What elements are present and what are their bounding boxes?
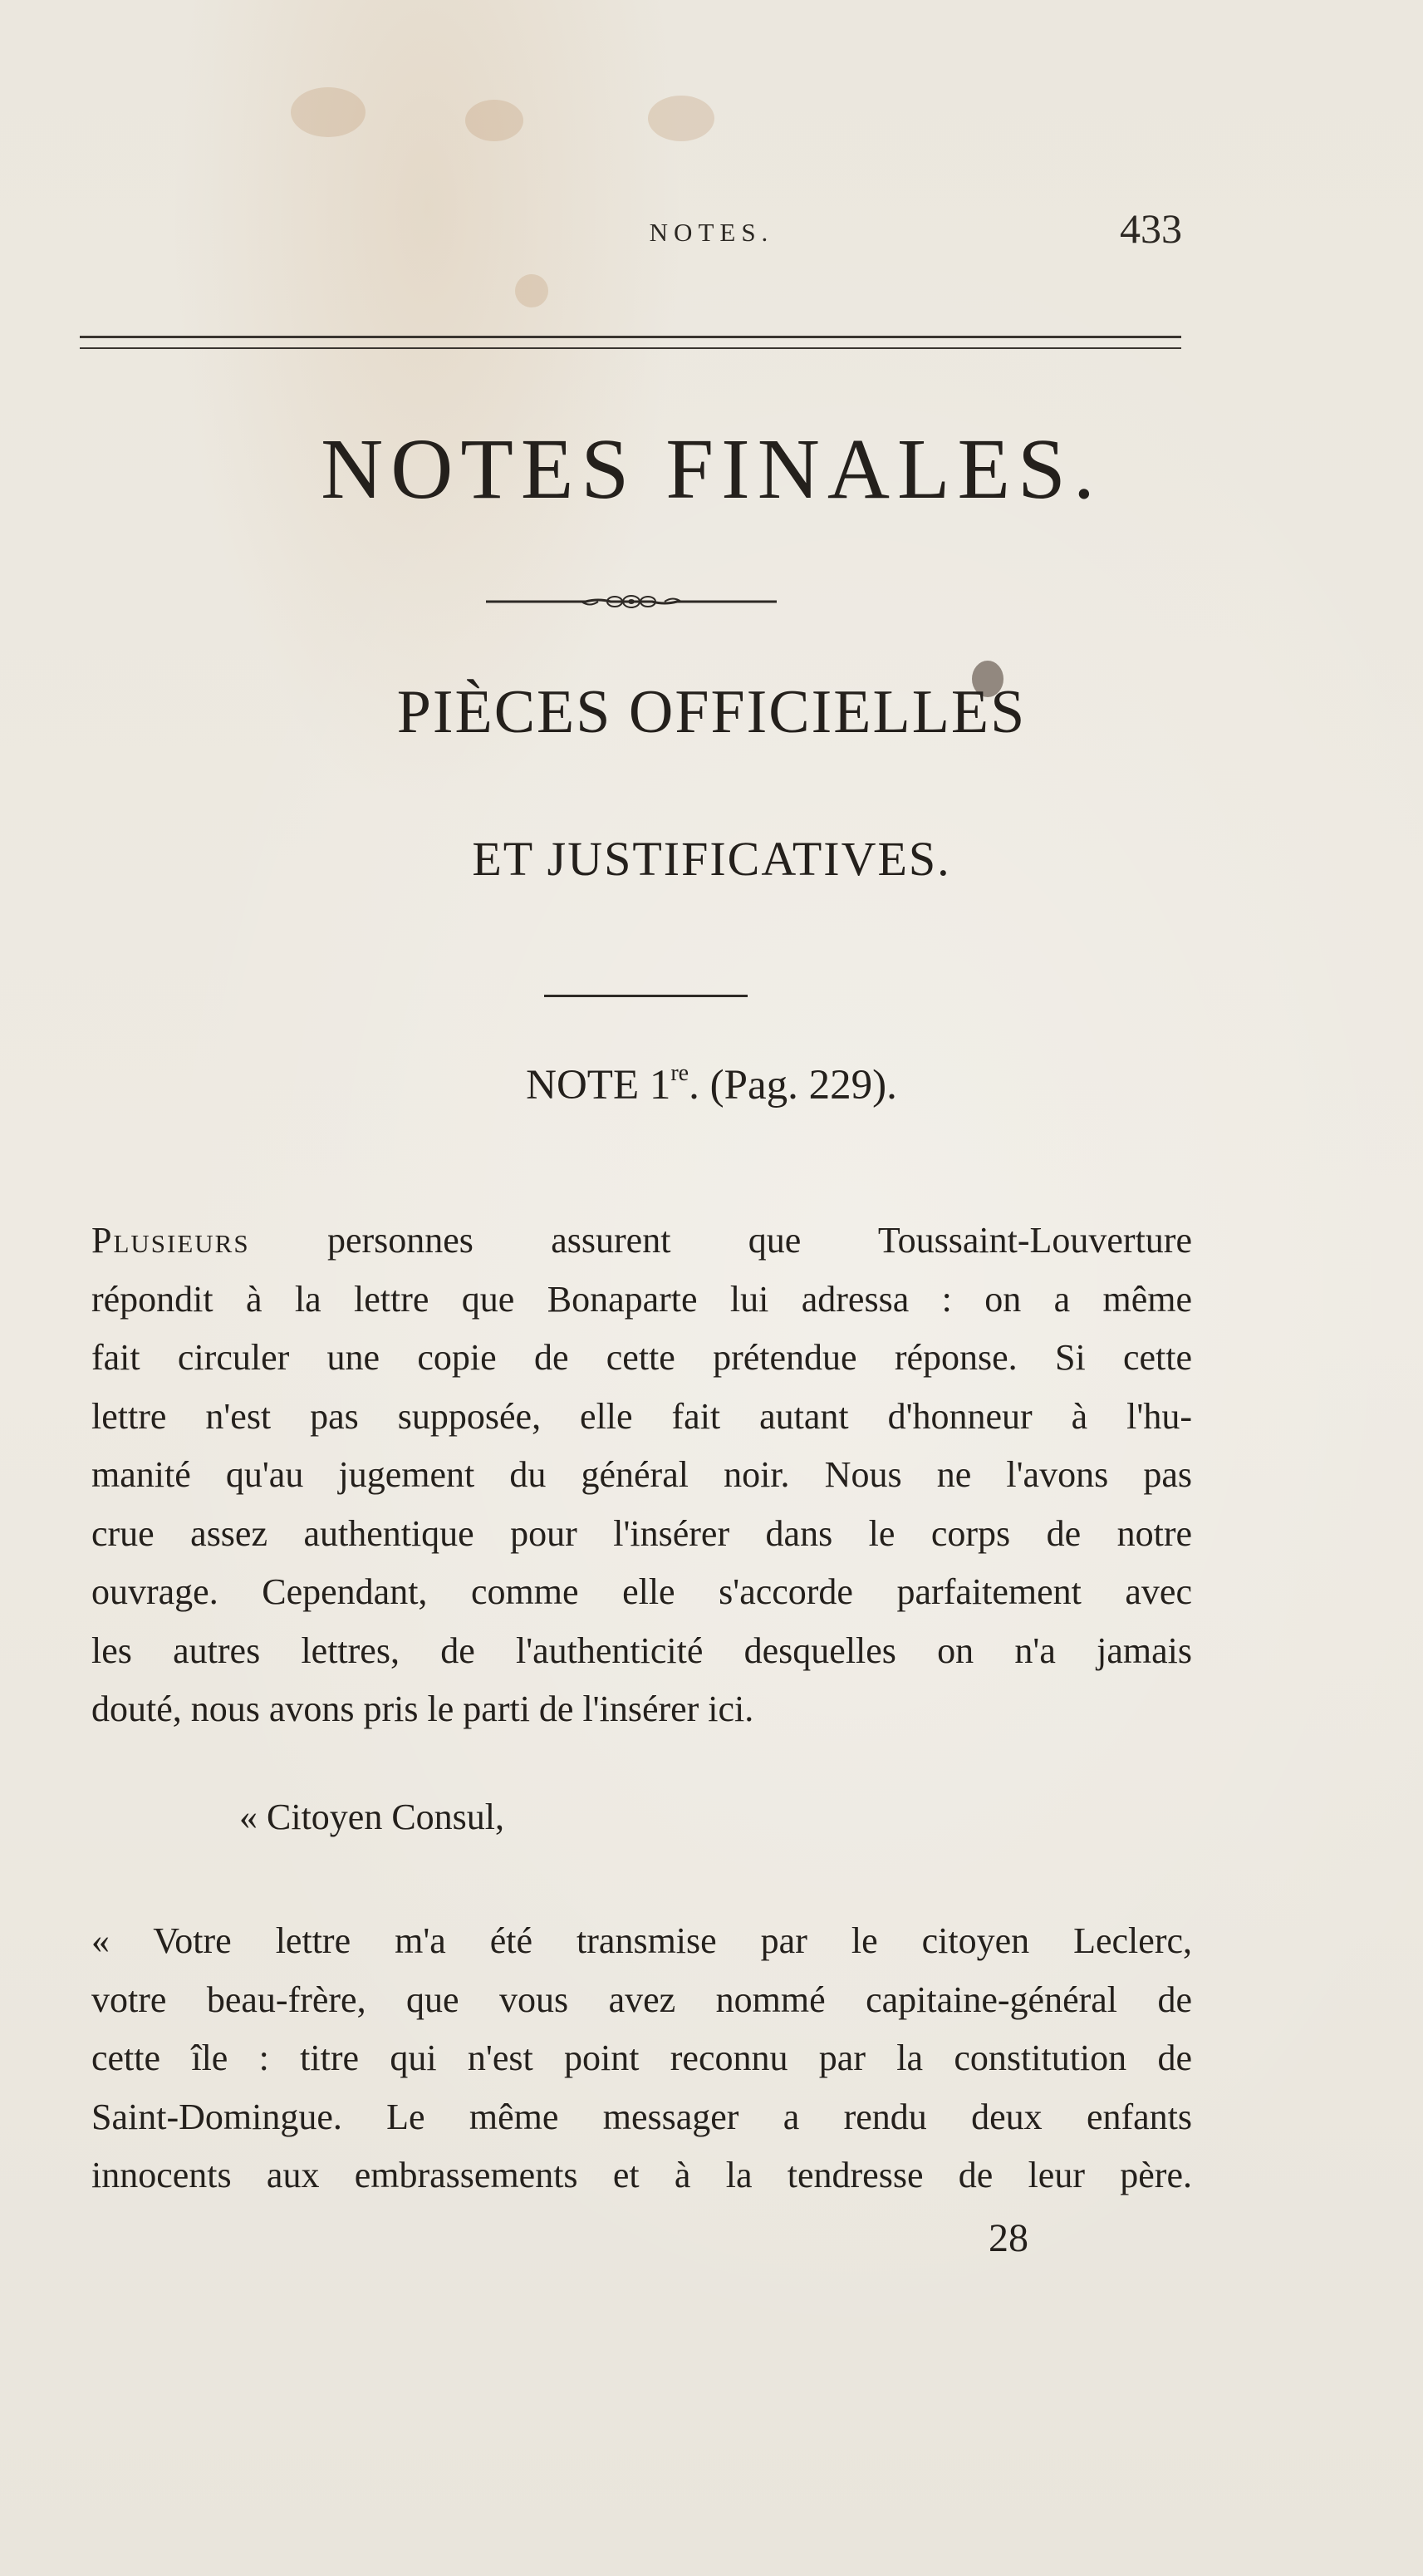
paragraph-line: les autres lettres, de l'authenticité desquelles on n'a jamais <box>91 1630 1192 1671</box>
paragraph-line: cette île : titre qui n'est point reconnu par la constitution de <box>91 2038 1192 2078</box>
subtitle-line-1: PIÈCES OFFICIELLES <box>396 678 1027 746</box>
ornament-divider <box>486 592 777 612</box>
section-rule <box>544 995 748 997</box>
foxing-stain <box>465 100 523 141</box>
note-number: 1 <box>649 1062 671 1109</box>
foxing-stain <box>648 96 714 141</box>
paragraph-line: Saint-Domingue. Le même messager a rendu deux enfants <box>91 2096 1192 2137</box>
paragraph-line: ouvrage. Cependant, comme elle s'accorde parfaitement avec <box>91 1571 1192 1612</box>
signature-mark: 28 <box>989 2216 1028 2260</box>
paragraph-line: innocents aux embrassements et à la tendresse de leur père. <box>91 2155 1192 2195</box>
subtitle-line-2: ET JUSTIFICATIVES. <box>472 832 951 886</box>
note-heading <box>0 1060 1423 1109</box>
header-double-rule <box>80 336 1181 349</box>
bleed-through-text <box>581 291 591 333</box>
paragraph-line: crue assez authentique pour l'insérer dans le corps de notre <box>91 1512 1192 1554</box>
drop-word: Plusieurs <box>91 1220 250 1261</box>
note-ordinal: re <box>670 1060 689 1086</box>
paragraph-line: manité qu'au jugement du général noir. Nous ne l'avons pas <box>91 1454 1192 1495</box>
main-title: NOTES FINALES. <box>321 421 1102 517</box>
letter-greeting: « Citoyen Consul, <box>239 1797 505 1837</box>
foxing-stain <box>291 87 366 137</box>
paragraph-2 <box>91 1912 1192 2205</box>
paragraph-line: votre beau-frère, que vous avez nommé capitaine-général de <box>91 1979 1192 2020</box>
paragraph-line: douté, nous avons pris le parti de l'insérer ici. <box>91 1689 754 1729</box>
paragraph-line: Plusieurs personnes assurent que Toussaint-Louverture <box>91 1220 1192 1261</box>
paragraph-line: lettre n'est pas supposée, elle fait autant d'honneur à l'hu- <box>91 1395 1192 1437</box>
paragraph-line: répondit à la lettre que Bonaparte lui adressa : on a même <box>91 1278 1192 1320</box>
foxing-stain <box>515 274 548 307</box>
paragraph-line: fait circuler une copie de cette prétendue réponse. Si cette <box>91 1337 1192 1378</box>
paragraph-1 <box>91 1212 1192 1739</box>
page-number: 433 <box>1120 205 1182 252</box>
note-label: NOTE <box>526 1062 640 1109</box>
running-header: NOTES. <box>649 218 774 247</box>
paragraph-line: « Votre lettre m'a été transmise par le citoyen Leclerc, <box>91 1920 1192 1961</box>
note-page-reference: . (Pag. 229). <box>689 1062 897 1109</box>
